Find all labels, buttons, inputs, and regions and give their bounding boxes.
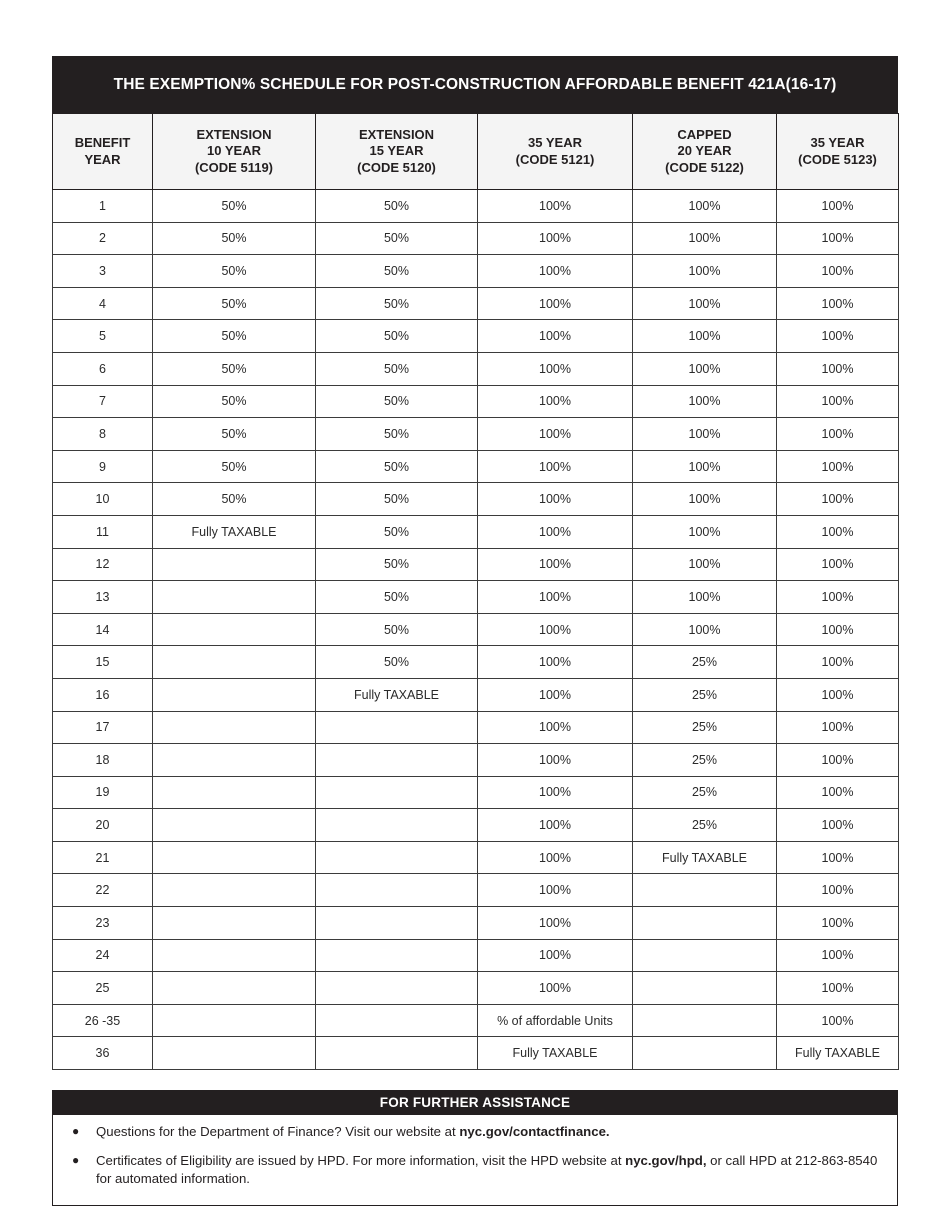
cell-ext15: 50%: [316, 255, 478, 288]
cell-y35b: 100%: [777, 907, 899, 940]
bullet-icon: ●: [72, 1124, 80, 1138]
column-header-y35a: [478, 114, 633, 190]
cell-cap20: Fully TAXABLE: [633, 841, 777, 874]
cell-ext10: 50%: [153, 320, 316, 353]
column-header-line: 35 YEAR: [810, 134, 865, 150]
cell-y35b: 100%: [777, 385, 899, 418]
cell-cap20: 100%: [633, 613, 777, 646]
cell-cap20: [633, 972, 777, 1005]
cell-y35b: 100%: [777, 744, 899, 777]
benefit-year-cell: 36: [53, 1037, 153, 1070]
cell-ext15: [316, 776, 478, 809]
cell-ext15: [316, 972, 478, 1005]
cell-cap20: 100%: [633, 190, 777, 223]
cell-ext10: [153, 1004, 316, 1037]
assistance-item: [67, 1152, 883, 1188]
column-header-line: (CODE 5123): [798, 151, 877, 167]
cell-cap20: 100%: [633, 581, 777, 614]
cell-cap20: 100%: [633, 418, 777, 451]
cell-y35b: 100%: [777, 776, 899, 809]
table-row: [53, 1004, 899, 1037]
benefit-year-cell: 12: [53, 548, 153, 581]
column-header-line: 35 YEAR: [528, 134, 582, 150]
column-header-year: [53, 114, 153, 190]
benefit-year-cell: 16: [53, 678, 153, 711]
cell-ext10: [153, 939, 316, 972]
cell-cap20: 100%: [633, 548, 777, 581]
cell-y35b: 100%: [777, 1004, 899, 1037]
cell-y35b: 100%: [777, 711, 899, 744]
cell-ext10: [153, 1037, 316, 1070]
schedule-table: [52, 113, 899, 1070]
column-header-y35b: [777, 114, 899, 190]
column-header-line: CAPPED: [677, 126, 732, 142]
cell-y35a: 100%: [478, 711, 633, 744]
cell-y35a: 100%: [478, 483, 633, 516]
cell-y35a: 100%: [478, 190, 633, 223]
cell-y35a: % of affordable Units: [478, 1004, 633, 1037]
cell-ext15: [316, 1004, 478, 1037]
cell-cap20: 25%: [633, 809, 777, 842]
benefit-year-cell: 18: [53, 744, 153, 777]
column-header-line: YEAR: [84, 151, 121, 167]
cell-ext15: 50%: [316, 450, 478, 483]
cell-ext10: [153, 744, 316, 777]
cell-y35a: 100%: [478, 418, 633, 451]
cell-y35a: 100%: [478, 874, 633, 907]
cell-ext10: 50%: [153, 255, 316, 288]
cell-ext15: 50%: [316, 646, 478, 679]
further-assistance-box: [52, 1090, 898, 1206]
cell-ext15: 50%: [316, 222, 478, 255]
cell-y35b: 100%: [777, 678, 899, 711]
cell-y35b: 100%: [777, 581, 899, 614]
assistance-plain-text: or call HPD at 212-863-8540 for automated information.: [96, 1152, 878, 1186]
benefit-year-cell: 13: [53, 581, 153, 614]
cell-ext10: 50%: [153, 287, 316, 320]
column-header-ext15: [316, 114, 478, 190]
column-header-line: (CODE 5119): [194, 159, 274, 175]
table-row: [53, 744, 899, 777]
cell-ext10: [153, 613, 316, 646]
benefit-year-cell: 15: [53, 646, 153, 679]
cell-y35a: 100%: [478, 744, 633, 777]
cell-ext10: 50%: [153, 418, 316, 451]
cell-cap20: 100%: [633, 515, 777, 548]
table-row: [53, 548, 899, 581]
cell-y35a: 100%: [478, 646, 633, 679]
cell-y35a: 100%: [478, 809, 633, 842]
column-header-line: (CODE 5120): [357, 159, 436, 175]
cell-y35b: 100%: [777, 255, 899, 288]
cell-cap20: 25%: [633, 776, 777, 809]
assistance-link-text[interactable]: nyc.gov/hpd,: [625, 1152, 707, 1168]
benefit-year-cell: 7: [53, 385, 153, 418]
cell-y35b: 100%: [777, 190, 899, 223]
assistance-item: [67, 1123, 883, 1141]
cell-y35a: 100%: [478, 581, 633, 614]
cell-cap20: 100%: [633, 255, 777, 288]
column-header-ext10: [153, 114, 316, 190]
cell-y35a: 100%: [478, 776, 633, 809]
column-header-line: BENEFIT: [74, 134, 131, 150]
cell-y35a: 100%: [478, 939, 633, 972]
benefit-year-cell: 19: [53, 776, 153, 809]
cell-cap20: [633, 907, 777, 940]
table-row: [53, 320, 899, 353]
cell-ext15: [316, 841, 478, 874]
cell-ext10: [153, 646, 316, 679]
benefit-year-cell: 10: [53, 483, 153, 516]
table-row: [53, 222, 899, 255]
cell-cap20: 25%: [633, 646, 777, 679]
benefit-year-cell: 21: [53, 841, 153, 874]
cell-cap20: 25%: [633, 678, 777, 711]
cell-ext15: 50%: [316, 548, 478, 581]
cell-y35a: 100%: [478, 222, 633, 255]
cell-ext10: [153, 907, 316, 940]
benefit-year-cell: 9: [53, 450, 153, 483]
table-body: [53, 190, 899, 1070]
cell-y35a: 100%: [478, 287, 633, 320]
further-assistance-title: FOR FURTHER ASSISTANCE: [53, 1091, 897, 1115]
cell-ext10: [153, 711, 316, 744]
cell-ext15: [316, 1037, 478, 1070]
cell-ext15: 50%: [316, 483, 478, 516]
cell-y35b: 100%: [777, 450, 899, 483]
cell-y35a: 100%: [478, 548, 633, 581]
assistance-plain-text: Questions for the Department of Finance? Visit our website at: [96, 1124, 460, 1139]
table-row: [53, 809, 899, 842]
cell-ext10: 50%: [153, 385, 316, 418]
benefit-year-cell: 6: [53, 352, 153, 385]
exemption-schedule: [52, 56, 898, 1070]
benefit-year-cell: 25: [53, 972, 153, 1005]
cell-y35a: 100%: [478, 907, 633, 940]
cell-ext15: 50%: [316, 515, 478, 548]
cell-ext10: [153, 548, 316, 581]
cell-ext15: 50%: [316, 190, 478, 223]
table-row: [53, 939, 899, 972]
bullet-icon: ●: [72, 1152, 80, 1167]
cell-ext10: [153, 809, 316, 842]
cell-ext15: [316, 907, 478, 940]
cell-ext10: 50%: [153, 222, 316, 255]
column-header-line: 15 YEAR: [369, 143, 424, 159]
table-row: [53, 255, 899, 288]
assistance-item-text: [96, 1152, 883, 1188]
cell-ext15: [316, 939, 478, 972]
cell-ext15: [316, 711, 478, 744]
benefit-year-cell: 14: [53, 613, 153, 646]
cell-cap20: [633, 939, 777, 972]
cell-cap20: 100%: [633, 352, 777, 385]
table-row: [53, 874, 899, 907]
cell-ext15: Fully TAXABLE: [316, 678, 478, 711]
cell-y35b: 100%: [777, 483, 899, 516]
table-row: [53, 907, 899, 940]
cell-ext10: 50%: [153, 352, 316, 385]
cell-y35b: 100%: [777, 418, 899, 451]
table-row: [53, 385, 899, 418]
cell-y35a: 100%: [478, 613, 633, 646]
cell-ext10: [153, 972, 316, 1005]
cell-ext10: Fully TAXABLE: [153, 515, 316, 548]
benefit-year-cell: 3: [53, 255, 153, 288]
assistance-plain-text: Certificates of Eligibility are issued by HPD. For more information, visit the HPD website at: [96, 1152, 626, 1168]
schedule-title-bar: THE EXEMPTION% SCHEDULE FOR POST-CONSTRUCTION AFFORDABLE BENEFIT 421A(16-17): [52, 56, 898, 113]
cell-ext15: 50%: [316, 581, 478, 614]
benefit-year-cell: 23: [53, 907, 153, 940]
column-header-line: (CODE 5121): [515, 151, 595, 167]
benefit-year-cell: 1: [53, 190, 153, 223]
cell-ext15: [316, 744, 478, 777]
cell-ext10: 50%: [153, 483, 316, 516]
cell-cap20: 100%: [633, 287, 777, 320]
table-row: [53, 581, 899, 614]
column-header-line: EXTENSION: [358, 126, 435, 142]
table-row: [53, 678, 899, 711]
benefit-year-cell: 4: [53, 287, 153, 320]
column-header-line: EXTENSION: [196, 126, 272, 142]
cell-y35a: 100%: [478, 352, 633, 385]
cell-cap20: [633, 1004, 777, 1037]
cell-ext15: 50%: [316, 385, 478, 418]
cell-ext10: [153, 581, 316, 614]
table-row: [53, 613, 899, 646]
cell-y35a: 100%: [478, 320, 633, 353]
table-row: [53, 1037, 899, 1070]
cell-ext10: 50%: [153, 450, 316, 483]
cell-y35b: 100%: [777, 352, 899, 385]
cell-ext15: 50%: [316, 352, 478, 385]
cell-cap20: 100%: [633, 450, 777, 483]
benefit-year-cell: 24: [53, 939, 153, 972]
cell-ext10: 50%: [153, 190, 316, 223]
cell-y35b: 100%: [777, 613, 899, 646]
cell-ext10: [153, 678, 316, 711]
table-row: [53, 515, 899, 548]
cell-cap20: 100%: [633, 483, 777, 516]
cell-ext10: [153, 776, 316, 809]
cell-y35b: 100%: [777, 874, 899, 907]
cell-ext15: 50%: [316, 613, 478, 646]
cell-ext15: 50%: [316, 320, 478, 353]
cell-ext15: [316, 809, 478, 842]
cell-y35b: 100%: [777, 548, 899, 581]
assistance-item-text: [96, 1123, 883, 1141]
cell-cap20: 25%: [633, 711, 777, 744]
cell-cap20: [633, 1037, 777, 1070]
cell-cap20: 100%: [633, 385, 777, 418]
cell-y35a: 100%: [478, 255, 633, 288]
benefit-year-cell: 20: [53, 809, 153, 842]
benefit-year-cell: 22: [53, 874, 153, 907]
benefit-year-cell: 11: [53, 515, 153, 548]
assistance-link-text[interactable]: nyc.gov/contactfinance.: [459, 1124, 610, 1139]
cell-cap20: 25%: [633, 744, 777, 777]
table-row: [53, 972, 899, 1005]
cell-y35a: 100%: [478, 678, 633, 711]
cell-y35b: 100%: [777, 320, 899, 353]
cell-ext15: 50%: [316, 287, 478, 320]
cell-y35a: 100%: [478, 450, 633, 483]
benefit-year-cell: 17: [53, 711, 153, 744]
column-header-line: 20 YEAR: [677, 143, 732, 159]
table-row: [53, 287, 899, 320]
benefit-year-cell: 8: [53, 418, 153, 451]
cell-y35b: 100%: [777, 515, 899, 548]
cell-cap20: [633, 874, 777, 907]
column-header-cap20: [633, 114, 777, 190]
cell-ext10: [153, 841, 316, 874]
cell-y35b: 100%: [777, 287, 899, 320]
cell-y35a: 100%: [478, 841, 633, 874]
table-header: [53, 114, 899, 190]
table-row: [53, 711, 899, 744]
table-row: [53, 450, 899, 483]
cell-y35b: 100%: [777, 809, 899, 842]
cell-y35b: 100%: [777, 646, 899, 679]
cell-y35b: 100%: [777, 222, 899, 255]
cell-cap20: 100%: [633, 320, 777, 353]
table-row: [53, 483, 899, 516]
further-assistance-body: [53, 1115, 897, 1205]
column-header-line: 10 YEAR: [207, 143, 261, 159]
table-row: [53, 776, 899, 809]
table-row: [53, 418, 899, 451]
table-row: [53, 646, 899, 679]
benefit-year-cell: 26 -35: [53, 1004, 153, 1037]
cell-y35b: 100%: [777, 972, 899, 1005]
table-row: [53, 841, 899, 874]
cell-y35b: 100%: [777, 841, 899, 874]
cell-y35a: Fully TAXABLE: [478, 1037, 633, 1070]
header-row: [53, 114, 899, 190]
cell-y35a: 100%: [478, 972, 633, 1005]
benefit-year-cell: 2: [53, 222, 153, 255]
cell-y35a: 100%: [478, 385, 633, 418]
table-row: [53, 190, 899, 223]
benefit-year-cell: 5: [53, 320, 153, 353]
cell-ext10: [153, 874, 316, 907]
cell-y35b: Fully TAXABLE: [777, 1037, 899, 1070]
cell-y35a: 100%: [478, 515, 633, 548]
column-header-line: (CODE 5122): [665, 159, 744, 175]
cell-ext15: [316, 874, 478, 907]
cell-ext15: 50%: [316, 418, 478, 451]
cell-cap20: 100%: [633, 222, 777, 255]
cell-y35b: 100%: [777, 939, 899, 972]
table-row: [53, 352, 899, 385]
